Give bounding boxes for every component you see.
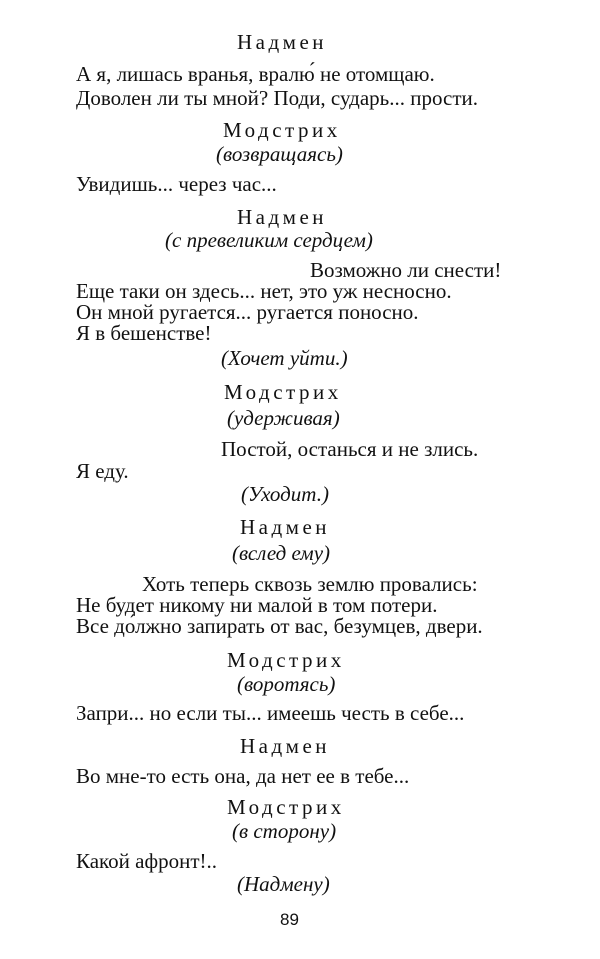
stage-direction: (удерживая) — [227, 406, 340, 430]
stage-direction: (в сторону) — [232, 819, 337, 843]
speaker-name: Модстрих — [224, 380, 342, 404]
stage-direction: (с превеликим сердцем) — [165, 228, 373, 252]
verse-line: Во мне-то есть она, да нет ее в тебе... — [76, 764, 410, 788]
speaker-name: Надмен — [240, 734, 331, 758]
verse-line: Хоть теперь сквозь землю провались: — [142, 572, 478, 596]
stage-direction: (вслед ему) — [232, 541, 331, 565]
verse-line: Доволен ли ты мной? Поди, сударь... прости. — [76, 86, 478, 110]
speaker-name: Надмен — [237, 205, 328, 229]
verse-line: Еще таки он здесь... нет, это уж несносно. — [76, 279, 452, 303]
speaker-name: Модстрих — [227, 795, 345, 819]
stage-direction: (воротясь) — [237, 672, 336, 696]
verse-line: Какой афронт!.. — [76, 849, 218, 873]
stage-direction: (Надмену) — [237, 872, 330, 896]
verse-line: Запри... но если ты... имеешь честь в себе... — [76, 701, 465, 725]
stage-direction: (Уходит.) — [241, 482, 329, 506]
verse-line: Постой, останься и не злись. — [221, 437, 479, 461]
verse-line: Не будет никому ни малой в том потери. — [76, 593, 438, 617]
verse-line: Увидишь... через час... — [76, 172, 277, 196]
verse-line: Возможно ли снести! — [310, 258, 502, 282]
speaker-name: Модстрих — [227, 648, 345, 672]
verse-line: Я еду. — [76, 459, 129, 483]
verse-line: Он мной ругается... ругается поносно. — [76, 300, 419, 324]
speaker-name: Модстрих — [223, 118, 341, 142]
verse-line: Все до́лжно запирать от вас, безумцев, двери. — [76, 614, 483, 638]
speaker-name: Надмен — [240, 515, 331, 539]
verse-line: Я в бешенстве! — [76, 321, 212, 345]
page-number: 89 — [280, 910, 299, 929]
verse-line: А я, лишась вранья, вралю́ не отомщаю. — [76, 62, 435, 86]
stage-direction: (возвращаясь) — [216, 142, 343, 166]
stage-direction: (Хочет уйти.) — [221, 346, 348, 370]
speaker-name: Надмен — [237, 30, 328, 54]
